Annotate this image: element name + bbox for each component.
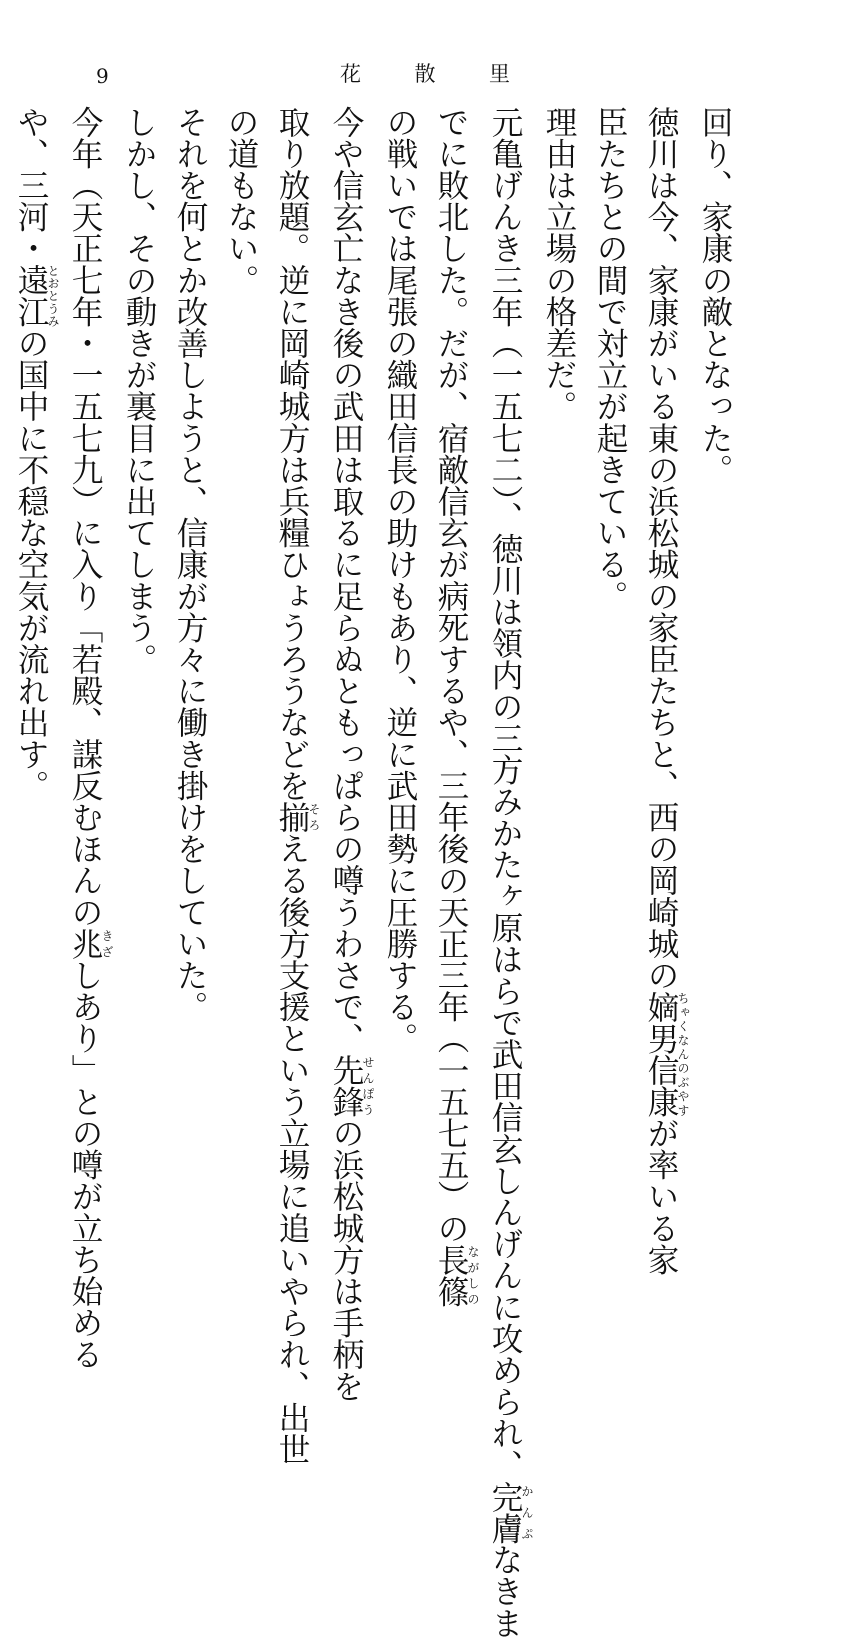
text-line [0,106,5,1126]
text-line: 元亀げんき三年（一五七二）、徳川は領内の三方みかたヶ原はらで武田信玄しんげんに攻められ、完膚かんぷなきま [487,106,534,1639]
furigana-word: 長篠ながしの [433,1243,480,1307]
furigana-reading: そろ [307,801,321,833]
furigana-word: 遠江とおとうみ [13,264,60,328]
text-line: 臣たちとの間で対立が起きている。 [592,106,628,612]
furigana-word: 先鋒せんぽう [328,1054,375,1118]
furigana-word: 兆きざ [67,927,114,960]
furigana-word: 完膚かんぷ [487,1480,534,1544]
title-char: 里 [489,62,510,86]
text-line: 今や信玄亡なき後の武田は取るに足らぬともっぱらの噂うわさで、先鋒せんぽうの浜松城方は手柄を [328,106,375,1402]
furigana-word: 嫡男信康ちゃくなんのぶやす [643,990,690,1118]
furigana-word: 揃そろ [274,801,321,833]
furigana-reading: きざ [100,927,114,960]
text-line: や、三河・遠江とおとうみの国中に不穏な空気が流れ出す。 [13,106,60,802]
page-number: 9 [96,64,109,88]
text-line: しかし、その動きが裏目に出てしまう。 [121,106,157,675]
title-char: 散 [414,62,436,86]
furigana-reading: ちゃくなんのぶやす [676,990,690,1118]
furigana-reading: ながしの [466,1243,480,1307]
text-line: の戦いでは尾張の織田信長の助けもあり、逆に武田勢に圧勝する。 [382,106,418,1054]
vertical-body-text [13,106,740,1639]
text-line: 理由は立場の格差だ。 [541,106,577,422]
text-line: 回り、家康の敵となった。 [697,106,733,486]
text-line: 取り放題。逆に岡崎城方は兵糧ひょうろうなどを揃そろえる後方支援という立場に追いやられ、出世 [274,106,321,1465]
furigana-reading: かんぷ [520,1480,534,1544]
text-line: 徳川は今、家康がいる東の浜松城の家臣たちと、西の岡崎城の嫡男信康ちゃくなんのぶやすが率いる家 [643,106,690,1276]
furigana-reading: せんぽう [361,1054,375,1118]
text-line: 今年（天正七年・一五七九）に入り「若殿、謀反むほんの兆きざしあり」との噂が立ち始める [67,106,114,1371]
text-line: でに敗北した。だが、宿敵信玄が病死するや、三年後の天正三年（一五七五）の長篠ながしの [433,106,480,1307]
text-line: それを何とか改善しようと、信康が方々に働き掛けをしていた。 [172,106,208,1023]
text-line: の道もない。 [223,106,259,296]
furigana-reading: とおとうみ [46,264,60,328]
title-char: 花 [340,62,361,86]
running-title [340,64,510,85]
